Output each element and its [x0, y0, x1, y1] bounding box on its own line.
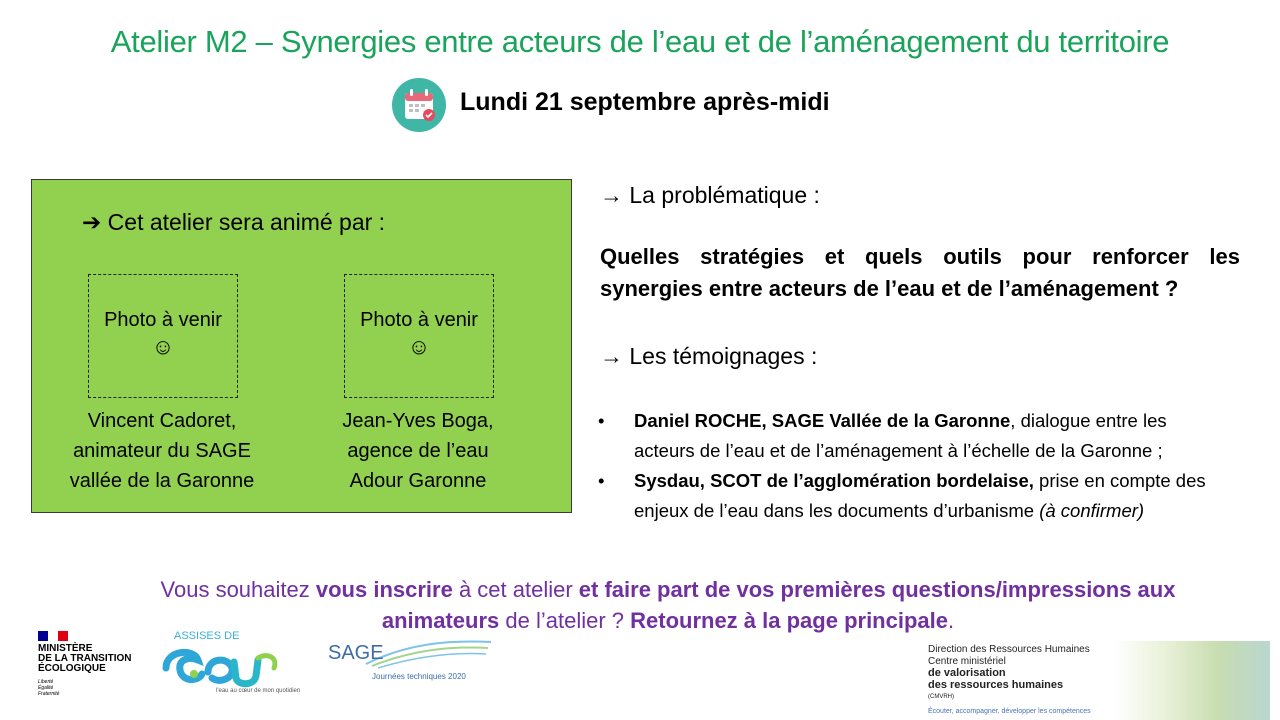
- ministry-name: [38, 644, 132, 674]
- registration-line: [0, 574, 1280, 605]
- bullet-icon: •: [598, 470, 605, 491]
- cmvrh-tagline: Écouter, accompagner, développer les compétences: [928, 708, 1091, 715]
- caption-line: Adour Garonne: [349, 470, 487, 492]
- main-page-link[interactable]: Retournez à la page principale: [630, 608, 948, 633]
- animators-heading: [82, 209, 385, 236]
- motto-line: Égalité: [38, 685, 54, 691]
- motto-line: Liberté: [38, 679, 54, 685]
- testimony-line: [634, 466, 1280, 496]
- text-segment: de l’atelier ?: [499, 608, 631, 633]
- session-date: Lundi 21 septembre après-midi: [460, 88, 830, 116]
- text-segment: .: [948, 608, 955, 633]
- testimony-note: (à confirmer): [1039, 500, 1145, 521]
- arrow-right-icon: ➔: [82, 209, 102, 235]
- text-segment: et faire part de vos premières questions/impressions aux: [578, 577, 1176, 602]
- sage-label: SAGE: [328, 642, 384, 664]
- cmvrh-name: [928, 644, 1090, 703]
- arrow-right-icon: →: [600, 343, 623, 369]
- text-segment: à cet atelier: [452, 577, 579, 602]
- testimony-speaker: Sysdau, SCOT de l’agglomération bordelaise,: [634, 470, 1034, 491]
- testimony-speaker: Daniel ROCHE, SAGE Vallée de la Garonne: [634, 410, 1011, 431]
- cmvrh-line: [928, 679, 1090, 703]
- text-segment: vous inscrire: [315, 577, 453, 602]
- animator-caption: [292, 406, 544, 496]
- text-segment: Vous souhaitez: [160, 577, 316, 602]
- cmvrh-acronym: (CMVRH): [928, 694, 954, 700]
- smiley-icon: ☺: [407, 334, 431, 359]
- cmvrh-line-text: des ressources humaines: [928, 679, 1064, 691]
- question-line: synergies entre acteurs de l’eau et de l’aménagement ?: [600, 276, 1179, 301]
- page-title: Atelier M2 – Synergies entre acteurs de l’eau et de l’aménagement du territoire: [110, 24, 1170, 59]
- caption-line: agence de l’eau: [347, 440, 489, 462]
- ministry-name-line: MINISTÈRE: [38, 643, 93, 654]
- list-item: [596, 406, 1280, 466]
- testimonies-heading-text: Les témoignages :: [629, 343, 818, 369]
- caption-line: vallée de la Garonne: [69, 470, 255, 492]
- testimony-text: , dialogue entre les: [1010, 410, 1167, 431]
- cmvrh-logo: [922, 641, 1270, 720]
- testimonies-heading: [600, 343, 817, 370]
- testimony-text: enjeux de l’eau dans les documents d’urbanisme: [634, 500, 1040, 521]
- testimony-line: [634, 406, 1280, 436]
- photo-placeholder: [344, 274, 494, 398]
- calendar-check-icon: [392, 78, 446, 132]
- list-item: [596, 466, 1280, 526]
- question-line: Quelles stratégies et quels outils pour renforcer les: [600, 244, 1240, 269]
- caption-line: Vincent Cadoret,: [87, 410, 237, 432]
- assises-eau-logo: [158, 628, 303, 700]
- assises-label: ASSISES DE: [174, 630, 240, 642]
- photo-placeholder-text: Photo à venir: [104, 309, 222, 331]
- photo-placeholder-text: Photo à venir: [360, 309, 478, 331]
- bullet-icon: •: [598, 410, 605, 431]
- cmvrh-line: Direction des Ressources Humaines: [928, 644, 1090, 655]
- testimony-line: [634, 496, 1280, 526]
- photo-placeholder: [88, 274, 238, 398]
- problem-heading-text: La problématique :: [629, 182, 820, 208]
- caption-line: animateur du SAGE: [73, 440, 251, 462]
- caption-line: Jean-Yves Boga,: [342, 410, 494, 432]
- sage-logo: [326, 636, 496, 686]
- problem-question: [600, 241, 1240, 305]
- smiley-icon: ☺: [151, 334, 175, 359]
- registration-message: [0, 574, 1280, 636]
- text-segment: animateurs: [381, 608, 500, 633]
- cmvrh-line: Centre ministériel: [928, 655, 1006, 667]
- sage-subtitle: Journées techniques 2020: [372, 672, 466, 681]
- arrow-right-icon: →: [600, 182, 623, 208]
- problem-heading: [600, 182, 820, 209]
- testimony-text: acteurs de l’eau et de l’aménagement à l’échelle de la Garonne ;: [634, 440, 1163, 461]
- motto-line: Fraternité: [38, 691, 60, 697]
- ministry-name-line: DE LA TRANSITION: [38, 653, 132, 664]
- cmvrh-line: de valorisation: [928, 667, 1006, 679]
- animator-caption: [36, 406, 288, 496]
- testimony-text: prise en compte des: [1033, 470, 1206, 491]
- ministry-logo: [38, 631, 148, 706]
- ministry-name-line: ÉCOLOGIQUE: [38, 663, 106, 674]
- animators-heading-text: Cet atelier sera animé par :: [107, 209, 386, 235]
- assises-tagline: l'eau au cœur de mon quotidien: [216, 688, 301, 694]
- french-flag-icon: [38, 631, 68, 641]
- testimonies-list: [596, 406, 1280, 526]
- ministry-motto: [38, 679, 59, 697]
